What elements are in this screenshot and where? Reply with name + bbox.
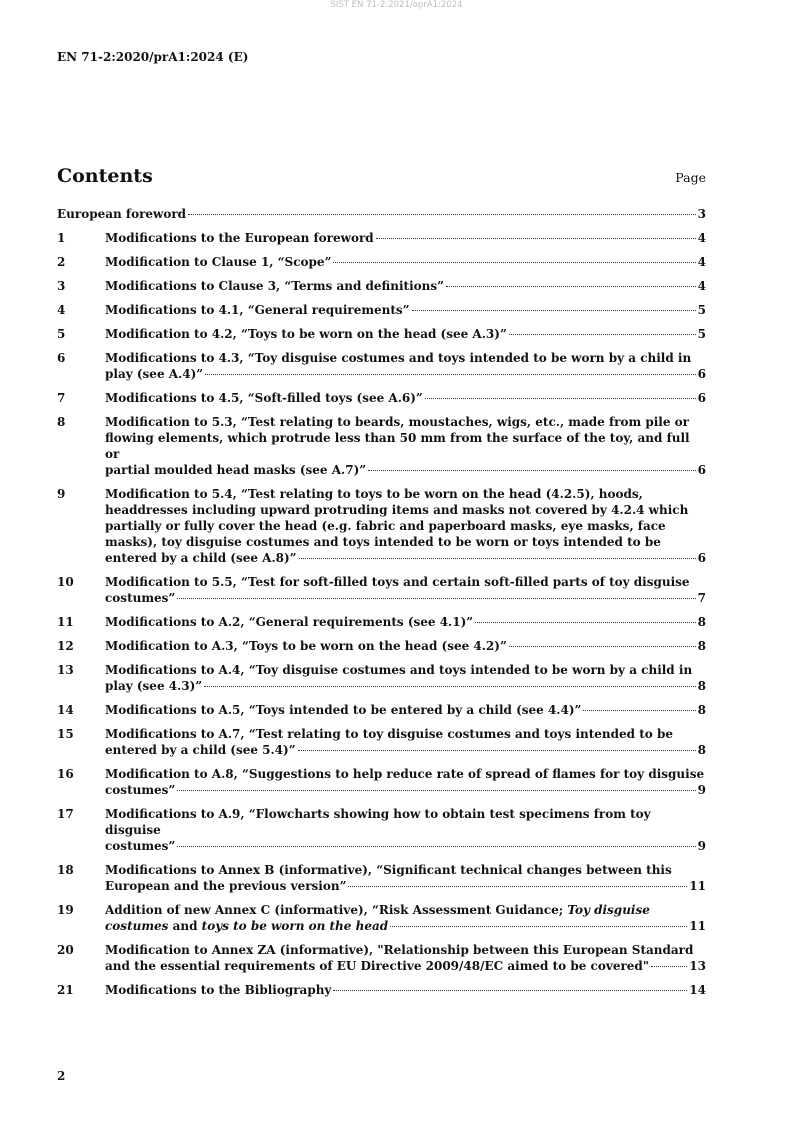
toc-entry-number: 2 bbox=[57, 255, 66, 269]
toc-entry-11[interactable] bbox=[57, 614, 706, 630]
toc-entry-title: partial moulded head masks (see A.7)” bbox=[105, 463, 367, 477]
toc-page-number: 9 bbox=[697, 783, 706, 797]
watermark: SIST EN 71-2:2021/oprA1:2024 bbox=[330, 0, 463, 10]
dot-leader bbox=[188, 214, 696, 215]
toc-entry-number: 14 bbox=[57, 703, 74, 717]
dot-leader bbox=[177, 790, 695, 791]
toc-entry-18[interactable] bbox=[57, 862, 706, 894]
dot-leader bbox=[475, 622, 695, 623]
toc-page-number: 8 bbox=[697, 639, 706, 653]
dot-leader bbox=[348, 886, 687, 887]
toc-entry-number: 13 bbox=[57, 663, 74, 677]
dot-leader bbox=[425, 398, 696, 399]
toc-entry-17[interactable] bbox=[57, 806, 706, 854]
toc-entry-title: play (see 4.3)” bbox=[105, 679, 203, 693]
toc-entry-title: Modifications to Clause 3, “Terms and definitions” bbox=[105, 279, 445, 293]
toc-entry-21[interactable] bbox=[57, 982, 706, 998]
toc-entry-15[interactable] bbox=[57, 726, 706, 758]
dot-leader bbox=[651, 966, 687, 967]
toc-page-number: 6 bbox=[697, 391, 706, 405]
toc-entry-number: 5 bbox=[57, 327, 66, 341]
toc-entry-title-line: Modification to 5.5, “Test for soft-filled toys and certain soft-filled parts of toy disguise bbox=[105, 575, 690, 589]
toc-entry-title-line: Modifications to Annex B (informative), “Significant technical changes between this bbox=[105, 863, 672, 877]
toc-entry-number: 21 bbox=[57, 983, 74, 997]
toc-entry-title: Modifications to A.2, “General requirements (see 4.1)” bbox=[105, 615, 474, 629]
toc-entry-number: 9 bbox=[57, 487, 66, 501]
toc-entry-number: 15 bbox=[57, 727, 74, 741]
toc-entry-number: 12 bbox=[57, 639, 74, 653]
toc-entry-number: 1 bbox=[57, 231, 66, 245]
dot-leader bbox=[509, 646, 696, 647]
dot-leader bbox=[509, 334, 696, 335]
dot-leader bbox=[446, 286, 696, 287]
toc-page-number: 7 bbox=[697, 591, 706, 605]
toc-entry-title-line: Modifications to A.4, “Toy disguise costumes and toys intended to be worn by a child in bbox=[105, 663, 693, 677]
toc-entry-13[interactable] bbox=[57, 662, 706, 694]
toc-entry-title-line: Modifications to 4.3, “Toy disguise costumes and toys intended to be worn by a child in bbox=[105, 351, 692, 365]
dot-leader bbox=[205, 374, 695, 375]
toc-entry-title-part: Addition of new Annex C (informative), “Risk Assessment Guidance; bbox=[105, 903, 568, 917]
toc-entry-title-line: Modifications to A.7, “Test relating to toy disguise costumes and toys intended to be bbox=[105, 727, 673, 741]
contents-header bbox=[57, 161, 706, 187]
toc-entry-title-line bbox=[105, 902, 706, 918]
toc-entry-title: costumes” bbox=[105, 591, 176, 605]
toc-page-number: 4 bbox=[697, 255, 706, 269]
toc-page-number: 6 bbox=[697, 367, 706, 381]
toc-entry-title: costumes” bbox=[105, 839, 176, 853]
toc-page-number: 6 bbox=[697, 463, 706, 477]
toc-entry-title: play (see A.4)” bbox=[105, 367, 204, 381]
toc-entry-2[interactable] bbox=[57, 254, 706, 270]
toc-entry-number: 18 bbox=[57, 863, 74, 877]
dot-leader bbox=[333, 990, 687, 991]
toc-entry-title: Modification to A.3, “Toys to be worn on the head (see 4.2)” bbox=[105, 639, 507, 653]
toc-entry-title: and the essential requirements of EU Directive 2009/48/EC aimed to be covered" bbox=[105, 959, 650, 973]
toc-entry-foreword[interactable] bbox=[57, 206, 706, 222]
toc-entry-title-italic: costumes bbox=[105, 919, 169, 933]
toc-entry-number: 4 bbox=[57, 303, 66, 317]
toc-entry-16[interactable] bbox=[57, 766, 706, 798]
toc-entry-title-italic: toys to be worn on the head bbox=[201, 919, 389, 933]
document-identifier: EN 71-2:2020/prA1:2024 (E) bbox=[57, 50, 249, 64]
toc-entry-title-line: Modification to Annex ZA (informative), "Relationship between this European Standard bbox=[105, 943, 694, 957]
toc-entry-title-line: Modification to 5.3, “Test relating to beards, moustaches, wigs, etc., made from pile or flowing elements, which protrude less than 50 mm from the surface of the toy, and full or bbox=[105, 415, 690, 461]
toc-page-number: 11 bbox=[689, 879, 706, 893]
toc-page-number: 8 bbox=[697, 679, 706, 693]
toc-entry-title: Modifications to 4.5, “Soft-filled toys (see A.6)” bbox=[105, 391, 423, 405]
dot-leader bbox=[583, 710, 695, 711]
dot-leader bbox=[177, 598, 695, 599]
toc-entry-5[interactable] bbox=[57, 326, 706, 342]
toc-entry-title: European and the previous version” bbox=[105, 879, 347, 893]
toc-entry-title: entered by a child (see A.8)” bbox=[105, 551, 297, 565]
toc-entry-19[interactable] bbox=[57, 902, 706, 934]
toc-entry-number: 8 bbox=[57, 415, 66, 429]
dot-leader bbox=[368, 470, 695, 471]
toc-entry-title: Modifications to the European foreword bbox=[105, 231, 374, 245]
toc-page-number: 8 bbox=[697, 703, 706, 717]
toc-page-number: 11 bbox=[689, 919, 706, 933]
dot-leader bbox=[376, 238, 696, 239]
toc-page-number: 6 bbox=[697, 551, 706, 565]
dot-leader bbox=[204, 686, 695, 687]
toc-entry-20[interactable] bbox=[57, 942, 706, 974]
toc-page-number: 14 bbox=[689, 983, 706, 997]
toc-entry-title: Modifications to the Bibliography bbox=[105, 983, 332, 997]
toc-entry-title-line: Modification to 5.4, “Test relating to toys to be worn on the head (4.2.5), hoods, headdresses including upward protruding items and masks not covered by 4.2.4 which partially or fully cover the head (e.g. fabric and paperboard masks, eye masks, face masks), toy disguise costumes and toys intended to be worn or toys intended to be bbox=[105, 487, 689, 549]
toc-page-number: 9 bbox=[697, 839, 706, 853]
toc-page-number: 4 bbox=[697, 231, 706, 245]
page-number: 2 bbox=[57, 1069, 66, 1083]
toc-entry-6[interactable] bbox=[57, 350, 706, 382]
toc-entry-title-part: and bbox=[168, 919, 202, 933]
toc-entry-title-line: Modification to A.8, “Suggestions to help reduce rate of spread of flames for toy disguise bbox=[105, 767, 705, 781]
toc-entry-number: 11 bbox=[57, 615, 74, 629]
toc-entry-number: 16 bbox=[57, 767, 74, 781]
toc-page-number: 3 bbox=[697, 207, 706, 221]
toc-entry-title-italic: Toy disguise bbox=[567, 903, 650, 917]
toc-entry-title: costumes” bbox=[105, 783, 176, 797]
toc-entry-number: 17 bbox=[57, 807, 74, 821]
toc-entry-10[interactable] bbox=[57, 574, 706, 606]
dot-leader bbox=[298, 750, 696, 751]
contents-title: Contents bbox=[57, 165, 153, 187]
toc-entry-number: 19 bbox=[57, 903, 74, 917]
toc-entry-title: Modification to 4.2, “Toys to be worn on the head (see A.3)” bbox=[105, 327, 507, 341]
dot-leader bbox=[299, 558, 696, 559]
dot-leader bbox=[177, 846, 695, 847]
toc-entry-number: 7 bbox=[57, 391, 66, 405]
toc-entry-title: Modifications to A.5, “Toys intended to be entered by a child (see 4.4)” bbox=[105, 703, 582, 717]
toc-entry-title-line: Modifications to A.9, “Flowcharts showing how to obtain test specimens from toy disguise bbox=[105, 807, 651, 837]
toc-entry-title: Modifications to 4.1, “General requirements” bbox=[105, 303, 410, 317]
toc-page-number: 13 bbox=[689, 959, 706, 973]
dot-leader bbox=[333, 262, 695, 263]
toc-entry-1[interactable] bbox=[57, 230, 706, 246]
toc-entry-title: entered by a child (see 5.4)” bbox=[105, 743, 296, 757]
toc-entry-title: European foreword bbox=[57, 207, 187, 221]
toc-entry-9[interactable] bbox=[57, 486, 706, 566]
toc-entry-title: Modification to Clause 1, “Scope” bbox=[105, 255, 332, 269]
toc-entry-number: 3 bbox=[57, 279, 66, 293]
toc-page-number: 4 bbox=[697, 279, 706, 293]
toc-entry-number: 10 bbox=[57, 575, 74, 589]
dot-leader bbox=[390, 926, 687, 927]
toc-page-number: 8 bbox=[697, 615, 706, 629]
toc-page-number: 5 bbox=[697, 303, 706, 317]
toc-entry-12[interactable] bbox=[57, 638, 706, 654]
toc-entry-3[interactable] bbox=[57, 278, 706, 294]
toc-entry-number: 20 bbox=[57, 943, 74, 957]
toc-entry-7[interactable] bbox=[57, 390, 706, 406]
toc-entry-number: 6 bbox=[57, 351, 66, 365]
dot-leader bbox=[412, 310, 696, 311]
toc-entry-8[interactable] bbox=[57, 414, 706, 478]
table-of-contents bbox=[57, 206, 706, 1006]
toc-entry-14[interactable] bbox=[57, 702, 706, 718]
page-column-label: Page bbox=[675, 170, 706, 185]
toc-page-number: 8 bbox=[697, 743, 706, 757]
toc-page-number: 5 bbox=[697, 327, 706, 341]
toc-entry-4[interactable] bbox=[57, 302, 706, 318]
